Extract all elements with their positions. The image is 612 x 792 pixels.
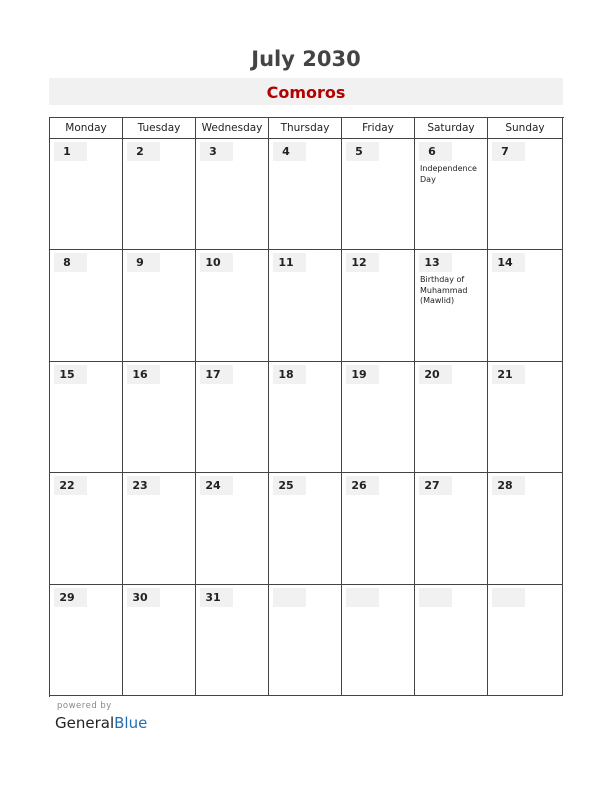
- day-cell: [415, 585, 488, 696]
- day-cell: [488, 139, 563, 250]
- brand-blue: Blue: [114, 714, 148, 732]
- day-number: 14: [497, 256, 513, 270]
- day-cell: [269, 585, 342, 696]
- day-number: 23: [132, 479, 148, 493]
- day-cell: [123, 473, 196, 584]
- day-number: 9: [136, 256, 144, 270]
- country-bar: [49, 78, 563, 105]
- day-number: 11: [278, 256, 294, 270]
- week-row: [50, 250, 564, 361]
- day-number: [273, 588, 299, 607]
- day-cell: [488, 473, 563, 584]
- day-number: 10: [205, 256, 221, 270]
- day-cell: [342, 585, 415, 696]
- day-cell: [269, 473, 342, 584]
- day-cell: [269, 250, 342, 361]
- day-number: 24: [205, 479, 221, 493]
- brand-general: General: [55, 714, 115, 732]
- day-cell: [196, 585, 269, 696]
- day-cell: [196, 362, 269, 473]
- day-number: 29: [59, 590, 75, 604]
- day-cell: [269, 139, 342, 250]
- calendar-grid: [49, 117, 564, 697]
- day-cell: [269, 362, 342, 473]
- day-number: 8: [63, 256, 71, 270]
- day-number: 1: [63, 145, 71, 158]
- day-cell: [415, 473, 488, 584]
- day-cell: [123, 362, 196, 473]
- day-cell: [196, 250, 269, 361]
- day-cell: [196, 139, 269, 250]
- day-number: 2: [136, 145, 144, 158]
- week-row: [50, 473, 564, 584]
- day-number: 26: [351, 479, 367, 493]
- day-number: 21: [497, 367, 513, 381]
- day-cell: [196, 473, 269, 584]
- holiday-label: Birthday of Muhammad (Mawlid): [420, 275, 468, 306]
- day-number: 5: [355, 145, 363, 158]
- day-number: 7: [501, 145, 509, 158]
- day-number: 16: [132, 367, 148, 381]
- day-cell: [342, 250, 415, 361]
- day-cell: [50, 362, 123, 473]
- week-row: [50, 585, 564, 696]
- day-number: [419, 588, 445, 607]
- day-cell: [415, 250, 488, 361]
- day-cell: [50, 585, 123, 696]
- day-cell: [123, 139, 196, 250]
- day-number: 27: [424, 479, 440, 493]
- day-number: 6: [428, 145, 436, 158]
- weekday-header: [50, 118, 564, 139]
- day-cell: [342, 473, 415, 584]
- day-cell: [488, 362, 563, 473]
- weekday-monday: Monday: [50, 118, 123, 139]
- day-number: [492, 588, 518, 607]
- weekday-sunday: Sunday: [488, 118, 563, 139]
- day-number: 20: [424, 367, 440, 381]
- day-cell: [342, 362, 415, 473]
- day-number: 25: [278, 479, 294, 493]
- day-number: 31: [205, 590, 221, 604]
- day-number: 28: [497, 479, 513, 493]
- day-number: 30: [132, 590, 148, 604]
- weekday-thursday: Thursday: [269, 118, 342, 139]
- weekday-tuesday: Tuesday: [123, 118, 196, 139]
- day-number: 19: [351, 367, 367, 381]
- page-title: July 2030: [251, 47, 361, 71]
- day-number: [346, 588, 372, 607]
- day-number: 18: [278, 367, 294, 381]
- holiday-label: Independence Day: [420, 164, 477, 184]
- weekday-friday: Friday: [342, 118, 415, 139]
- day-cell: [342, 139, 415, 250]
- week-row: [50, 362, 564, 473]
- country-name: Comoros: [266, 83, 346, 102]
- day-number: 13: [424, 256, 440, 270]
- day-number: 15: [59, 367, 75, 381]
- day-cell: [488, 585, 563, 696]
- day-cell: [123, 250, 196, 361]
- day-cell: [50, 250, 123, 361]
- day-cell: [415, 139, 488, 250]
- day-cell: [123, 585, 196, 696]
- brand-logo: [55, 714, 147, 732]
- day-cell: [50, 473, 123, 584]
- week-row: [50, 139, 564, 250]
- weekday-saturday: Saturday: [415, 118, 488, 139]
- day-cell: [488, 250, 563, 361]
- day-number: 22: [59, 479, 75, 493]
- day-number: 4: [282, 145, 290, 158]
- day-number: 3: [209, 145, 217, 158]
- day-cell: [415, 362, 488, 473]
- weekday-wednesday: Wednesday: [196, 118, 269, 139]
- day-number: 12: [351, 256, 367, 270]
- day-cell: [50, 139, 123, 250]
- powered-by-text: powered by: [57, 701, 112, 711]
- day-number: 17: [205, 367, 221, 381]
